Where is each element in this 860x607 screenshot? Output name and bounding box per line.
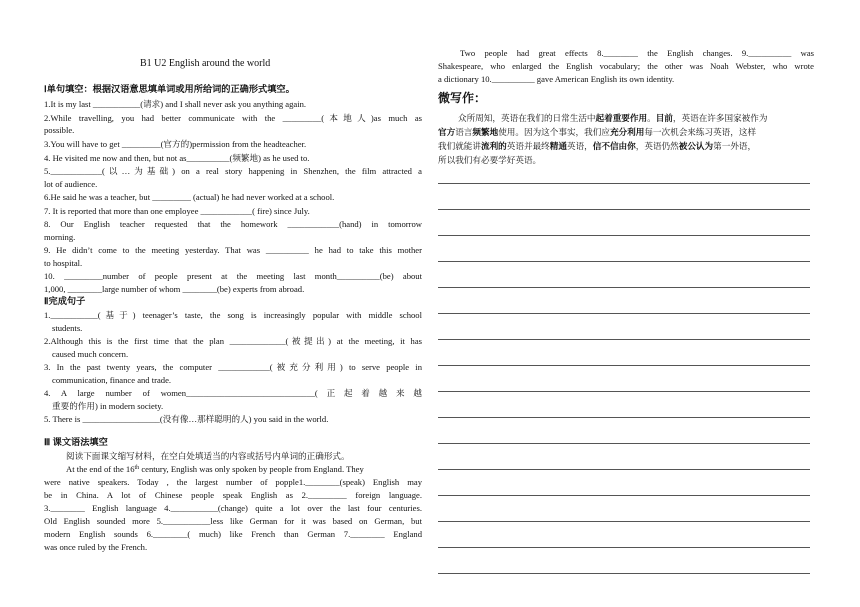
section2-line: 重要的作用) in modern society. bbox=[52, 401, 164, 411]
section2-heading: Ⅱ完成句子 bbox=[44, 296, 86, 306]
section3-continued-line: Two people had great effects 8.________ the English changes. 9.__________ was bbox=[460, 48, 814, 58]
section1-line: possible. bbox=[44, 125, 75, 135]
section2-line: 2.Although this is the first time that the plan _____________(被提出) at the meeting, it has bbox=[44, 336, 422, 346]
section1-line: 2.While travelling, you had better communicate with the _________(本地人)as much as bbox=[44, 113, 422, 123]
section2-line: 3. In the past twenty years, the computer ____________(被充分利用) to serve people in bbox=[44, 362, 422, 372]
section3-line: 3.________ English language 4.___________(change) quite a lot over the last four centuries. bbox=[44, 503, 422, 513]
section3-heading: Ⅲ 课文语法填空 bbox=[44, 437, 108, 447]
page-title: B1 U2 English around the world bbox=[140, 58, 271, 69]
section1-line: 8. Our English teacher requested that the homework ____________(hand) in tomorrow bbox=[44, 219, 422, 229]
section3-line: was once ruled by the French. bbox=[44, 542, 148, 552]
section1-line: 5.____________(以…为基础) on a real story happening in Shenzhen, the film attracted a bbox=[44, 166, 422, 176]
section1-line: 4. He visited me now and then, but not as__________(频繁地) as he used to. bbox=[44, 153, 310, 163]
section1-line: 3.You will have to get _________(官方的)permission from the headteacher. bbox=[44, 139, 307, 149]
section1-line: 9. He didn’t come to the meeting yesterday. That was __________ he had to take this mother bbox=[44, 245, 422, 255]
answer-line[interactable] bbox=[438, 547, 810, 548]
answer-line[interactable] bbox=[438, 287, 810, 288]
answer-line[interactable] bbox=[438, 573, 810, 574]
answer-line[interactable] bbox=[438, 417, 810, 418]
answer-line[interactable] bbox=[438, 443, 810, 444]
answer-line[interactable] bbox=[438, 339, 810, 340]
section1-line: morning. bbox=[44, 232, 76, 242]
section2-line: caused much concern. bbox=[52, 349, 129, 359]
answer-line[interactable] bbox=[438, 365, 810, 366]
section1-line: 1,000, ________large number of whom ________(be) experts from abroad. bbox=[44, 284, 305, 294]
section3-line: were native speakers. Today , the largest number of popple1.________(speak) English may bbox=[44, 477, 422, 487]
section3-continued-line: a dictionary 10.__________ gave American English its own identity. bbox=[438, 74, 675, 84]
section2-line: students. bbox=[52, 323, 83, 333]
answer-line[interactable] bbox=[438, 209, 810, 210]
answer-line[interactable] bbox=[438, 521, 810, 522]
section1-line: 1.It is my last ___________(请求) and I shall never ask you anything again. bbox=[44, 99, 307, 109]
answer-line[interactable] bbox=[438, 235, 810, 236]
section1-line: 10. _________number of people present at the meeting last month__________(be) about bbox=[44, 271, 422, 281]
section2-line: communication, finance and trade. bbox=[52, 375, 172, 385]
writing-prompt-line: 我们就能讲流利的英语并最终精通英语，信不信由你，英语仍然被公认为第一外语， bbox=[438, 141, 757, 151]
writing-prompt-line: 官方语言频繁地使用。因为这个事实，我们应充分利用每一次机会来练习英语，这样 bbox=[438, 127, 757, 137]
section2-line: 1.___________(基于) teenager’s taste, the song is increasingly popular with middle school bbox=[44, 310, 422, 320]
section3-line: Old English sounded more 5.___________less like German for it was based on German, but bbox=[44, 516, 422, 526]
answer-line[interactable] bbox=[438, 391, 810, 392]
answer-line[interactable] bbox=[438, 469, 810, 470]
answer-line[interactable] bbox=[438, 261, 810, 262]
section1-heading: Ⅰ单句填空：根据汉语意思填单词或用所给词的正确形式填空。 bbox=[44, 84, 295, 94]
section1-line: 6.He said he was a teacher, but _________ (actual) he had never worked at a school. bbox=[44, 192, 335, 202]
section3-line: modern English sounds 6.________( much) like French than German 7.________ England bbox=[44, 529, 422, 539]
micro-writing-heading: 微写作： bbox=[438, 91, 487, 105]
section1-line: to hospital. bbox=[44, 258, 83, 268]
answer-line[interactable] bbox=[438, 183, 810, 184]
section3-line: be in China. A lot of Chinese people speak English as 2._________ foreign language. bbox=[44, 490, 422, 500]
section3-intro: 阅读下面课文缩写材料，在空白处填适当的内容或括号内单词的正确形式。 bbox=[66, 451, 350, 461]
section3-paragraph-start: At the end of the 16th century, English was only spoken by people from England. They bbox=[66, 464, 364, 474]
section1-line: 7. It is reported that more than one employee ____________( fire) since July. bbox=[44, 206, 310, 216]
section2-line: 4. A large number of women______________________________(正起着越来越 bbox=[44, 388, 422, 398]
section3-continued-line: Shakespeare, who enlarged the English vocabulary; the other was Noah Webster, who wrote bbox=[438, 61, 814, 71]
section2-line: 5. There is __________________(没有像…那样聪明的人) you said in the world. bbox=[44, 414, 329, 424]
answer-line[interactable] bbox=[438, 495, 810, 496]
answer-line[interactable] bbox=[438, 313, 810, 314]
writing-prompt-line: 所以我们有必要学好英语。 bbox=[438, 155, 542, 165]
section1-line: lot of audience. bbox=[44, 179, 98, 189]
writing-prompt-line: 众所周知，英语在我们的日常生活中起着重要作用。目前，英语在许多国家被作为 bbox=[458, 113, 768, 123]
